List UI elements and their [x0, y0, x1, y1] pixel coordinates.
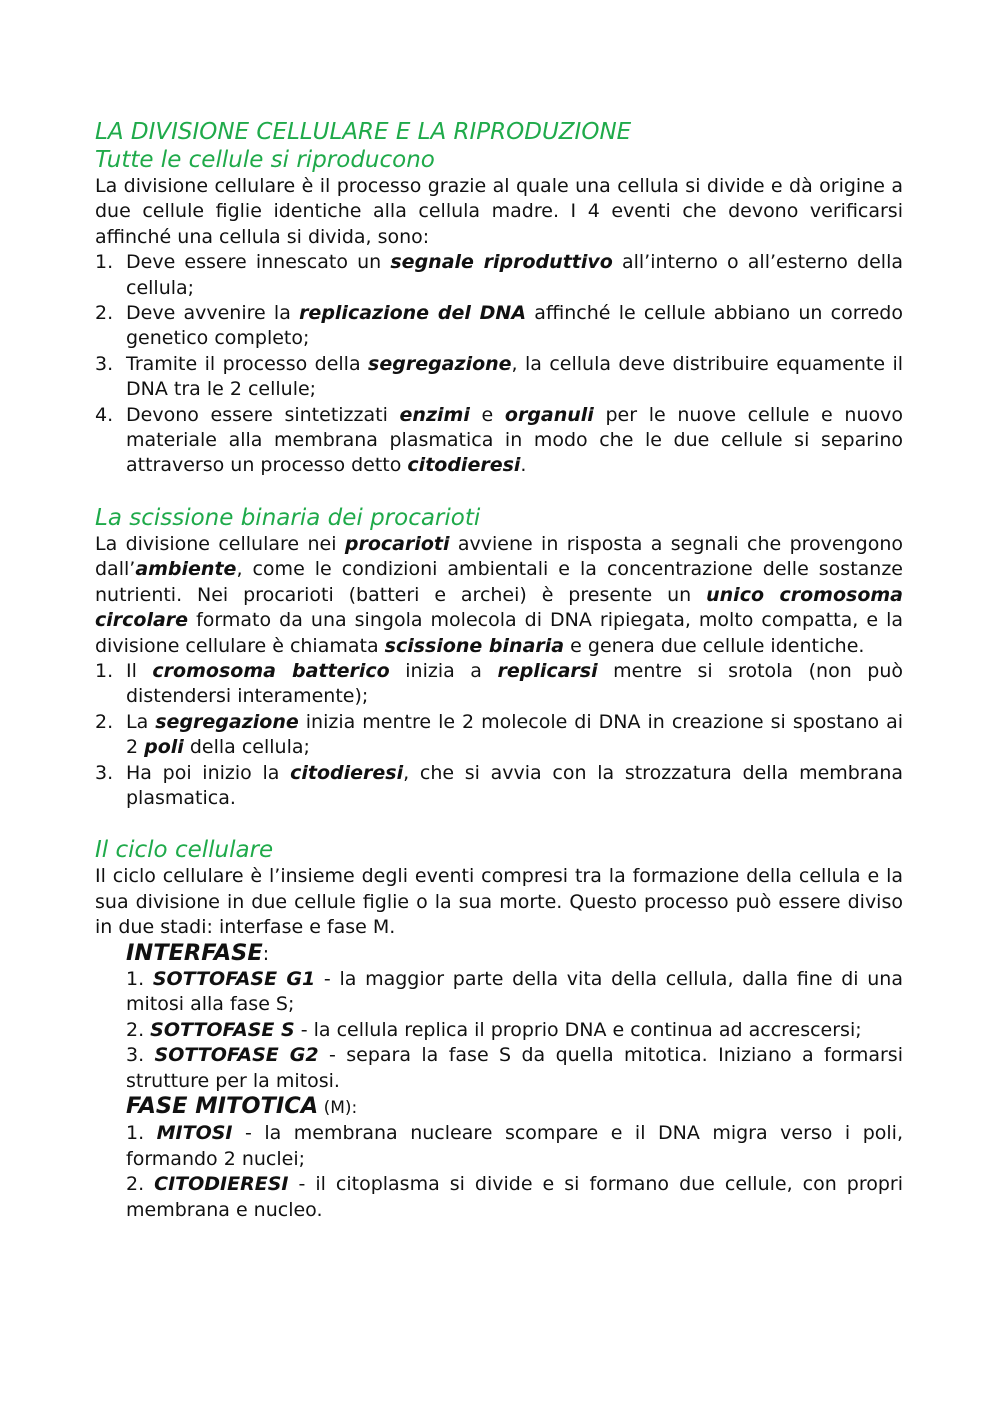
text-run: 3.	[126, 1044, 155, 1067]
text-run: 1.	[126, 967, 153, 990]
text-run: avviene in risposta a segnali che provengono dall’	[95, 532, 903, 581]
spacer	[95, 811, 903, 836]
text-run: Devono essere sintetizzati	[126, 403, 400, 426]
list-item	[95, 403, 903, 479]
text-run: 1.	[126, 1122, 157, 1145]
sub-item	[95, 1172, 903, 1223]
bold-term: segnale riproduttivo	[390, 251, 613, 274]
text-run: - separa la fase S da quella mitotica. Iniziano a formarsi strutture per la mitosi.	[126, 1044, 903, 1092]
section-heading-ciclo: Il ciclo cellulare	[95, 837, 274, 864]
list-number: 1.	[95, 251, 114, 274]
text-run: per le nuove cellule e nuovo materiale alla membrana plasmatica in modo che le due cellule si separino attraverso un processo detto	[126, 403, 904, 477]
text-run: 2.	[126, 1018, 151, 1041]
text-run: , che si avvia con la strozzatura della membrana plasmatica.	[126, 761, 904, 809]
list-number: 2.	[95, 710, 114, 733]
text-run: Ha poi inizio la	[126, 761, 291, 784]
text-run: Il	[126, 659, 153, 682]
text-run: , come le condizioni ambientali e la concentrazione delle sostanze nutrienti. Nei procarioti (batteri e archei) è presente un	[95, 558, 903, 606]
text-run: inizia mentre le 2 molecole di DNA in creazione si spostano ai 2	[126, 710, 903, 759]
bold-term: cromosoma batterico	[152, 659, 390, 682]
text-run: - il citoplasma si divide e si formano due cellule, con propri membrana e nucleo.	[126, 1173, 903, 1221]
section-intro-ciclo: Il ciclo cellulare è l’insieme degli eventi compresi tra la formazione della cellula e la sua divisione in due cellule figlie o la sua morte. Questo processo può essere diviso in due stadi: interfase e fase M.	[95, 865, 903, 939]
text-run: Deve essere innescato un	[126, 251, 391, 274]
sub-item	[95, 1043, 903, 1094]
text-run: all’interno o all’esterno della cellula;	[126, 251, 903, 299]
text-run: - la membrana nucleare scompare e il DNA migra verso i poli, formando 2 nuclei;	[126, 1122, 903, 1170]
bullet-interfase	[95, 941, 903, 967]
text-run: La	[126, 710, 156, 733]
text-run: 2.	[126, 1173, 155, 1196]
list-number: 4.	[95, 403, 114, 426]
bold-term: poli	[144, 736, 184, 759]
list-number: 2.	[95, 302, 114, 325]
spacer	[95, 479, 903, 504]
text-run: Deve avvenire la	[126, 302, 300, 325]
bold-term: organuli	[504, 403, 594, 426]
bold-term: replicazione del DNA	[299, 302, 527, 325]
bold-term: enzimi	[399, 403, 470, 426]
bold-term: scissione binaria	[384, 634, 565, 657]
bold-term: SOTTOFASE G2	[154, 1044, 319, 1067]
list-item	[95, 710, 903, 761]
bold-term: segregazione	[368, 352, 512, 375]
text-run: Tramite il processo della	[126, 352, 369, 375]
text-run: mentre si srotola (non può distendersi interamente);	[126, 659, 903, 708]
bold-term: segregazione	[155, 710, 299, 733]
list-number: 3.	[95, 352, 114, 375]
phase-label: INTERFASE	[126, 939, 263, 966]
text-run: e	[469, 403, 505, 426]
sub-item	[95, 967, 903, 1018]
section-heading-scissione: La scissione binaria dei procarioti	[95, 504, 481, 531]
text-run: (M):	[318, 1098, 358, 1118]
bold-term: unico cromosoma circolare	[95, 583, 904, 632]
document-content	[95, 118, 903, 1223]
text-run: :	[262, 942, 270, 965]
list-fasi-scissione	[95, 659, 903, 811]
section-heading-riproduzione: Tutte le cellule si riproducono	[95, 147, 435, 173]
sub-item	[95, 1018, 903, 1043]
list-eventi-divisione	[95, 250, 903, 479]
text-run: .	[520, 454, 527, 477]
text-run: inizia a	[389, 659, 498, 682]
list-number: 1.	[95, 659, 114, 682]
text-run: , la cellula deve distribuire equamente il DNA tra le 2 cellule;	[126, 352, 903, 401]
bold-term: SOTTOFASE S	[150, 1018, 295, 1041]
section-intro-scissione	[95, 532, 903, 659]
sub-item	[95, 1121, 903, 1172]
text-run: formato da una singola molecola di DNA ripiegata, molto compatta, e la divisione cellulare è chiamata	[95, 609, 903, 657]
bold-term: citodieresi	[290, 761, 404, 784]
list-number: 3.	[95, 761, 114, 784]
text-run: - la cellula replica il proprio DNA e continua ad accrescersi;	[294, 1018, 862, 1041]
list-item	[95, 659, 903, 710]
bold-term: SOTTOFASE G1	[152, 967, 316, 990]
section-intro-riproduzione: La divisione cellulare è il processo grazie al quale una cellula si divide e dà origine a due cellule figlie identiche alla cellula madre. I 4 eventi che devono verificarsi affinché una cellula si divida, sono:	[95, 175, 903, 248]
text-run: e genera due cellule identiche.	[564, 634, 865, 657]
bold-term: CITODIERESI	[154, 1173, 289, 1196]
list-item	[95, 761, 903, 812]
text-run: della cellula;	[183, 736, 310, 759]
bold-term: procarioti	[344, 532, 450, 555]
text-run: - la maggior parte della vita della cellula, dalla fine di una mitosi alla fase S;	[126, 967, 903, 1016]
bold-term: MITOSI	[156, 1122, 233, 1145]
list-item	[95, 250, 903, 301]
list-item	[95, 301, 903, 352]
bold-term: ambiente	[135, 558, 237, 581]
list-item	[95, 352, 903, 403]
bold-term: replicarsi	[497, 659, 598, 682]
text-run: La divisione cellulare nei	[95, 532, 345, 555]
text-run: affinché le cellule abbiano un corredo genetico completo;	[126, 302, 903, 350]
bullet-fase-mitotica	[95, 1094, 903, 1121]
phase-label: FASE MITOTICA	[126, 1093, 319, 1119]
document-title: LA DIVISIONE CELLULARE E LA RIPRODUZIONE	[95, 119, 632, 145]
bold-term: citodieresi	[407, 454, 521, 477]
